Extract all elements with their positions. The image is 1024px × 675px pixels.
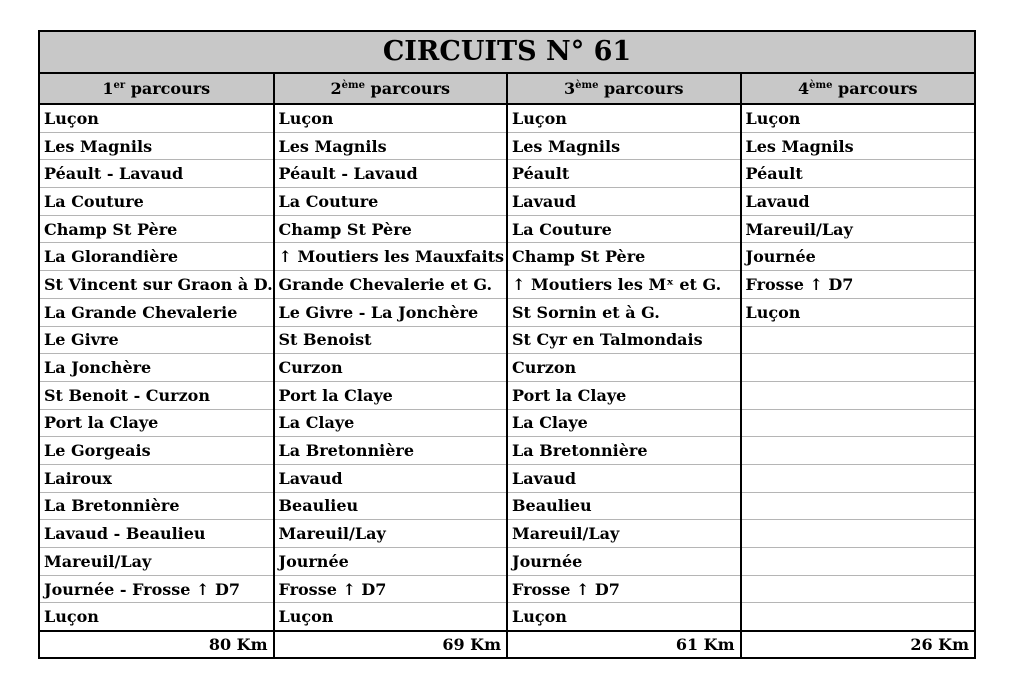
page-title: CIRCUITS N° 61: [40, 32, 974, 74]
route-stop-cell: La Bretonnière: [274, 437, 508, 465]
table-row: [40, 603, 974, 631]
table-row: [40, 464, 974, 492]
column-header-word: parcours: [838, 79, 918, 98]
route-stop-cell: [741, 326, 975, 354]
table-row: [40, 298, 974, 326]
route-stop-cell: Journée - Frosse ↑ D7: [40, 575, 274, 603]
route-stop-cell: St Cyr en Talmondais: [507, 326, 741, 354]
route-stop-cell: Mareuil/Lay: [274, 520, 508, 548]
table-row: [40, 160, 974, 188]
column-header-word: parcours: [370, 79, 450, 98]
column-header-number: 2: [330, 79, 342, 98]
route-stop-cell: Les Magnils: [741, 132, 975, 160]
table-row: [40, 243, 974, 271]
distance-total-cell: 80 Km: [40, 631, 274, 657]
route-stop-cell: La Couture: [274, 188, 508, 216]
route-stop-cell: Lairoux: [40, 464, 274, 492]
route-stop-cell: Mareuil/Lay: [40, 548, 274, 576]
table-row: [40, 437, 974, 465]
route-stop-cell: Péault: [741, 160, 975, 188]
table-row: [40, 188, 974, 216]
route-stop-cell: St Sornin et à G.: [507, 298, 741, 326]
route-stop-cell: La Couture: [40, 188, 274, 216]
route-stop-cell: Champ St Père: [507, 243, 741, 271]
route-stop-cell: St Benoist: [274, 326, 508, 354]
route-stop-cell: Les Magnils: [507, 132, 741, 160]
route-stop-cell: Frosse ↑ D7: [274, 575, 508, 603]
route-stop-cell: Le Gorgeais: [40, 437, 274, 465]
route-stop-cell: Grande Chevalerie et G.: [274, 271, 508, 299]
route-stop-cell: Luçon: [274, 603, 508, 631]
route-stop-cell: Lavaud: [507, 188, 741, 216]
route-stop-cell: [741, 520, 975, 548]
route-stop-cell: ↑ Moutiers les Mˣ et G.: [507, 271, 741, 299]
route-stop-cell: Les Magnils: [274, 132, 508, 160]
route-stop-cell: Luçon: [507, 603, 741, 631]
route-stop-cell: [741, 492, 975, 520]
route-stop-cell: [741, 381, 975, 409]
route-stop-cell: [741, 603, 975, 631]
circuits-sheet: [38, 30, 976, 659]
table-row: [40, 409, 974, 437]
route-stop-cell: Luçon: [507, 104, 741, 132]
table-row: [40, 326, 974, 354]
distance-total-cell: 69 Km: [274, 631, 508, 657]
route-stop-cell: Le Givre: [40, 326, 274, 354]
route-stop-cell: La Bretonnière: [507, 437, 741, 465]
column-header-number: 4: [798, 79, 810, 98]
route-stop-cell: Luçon: [40, 603, 274, 631]
route-stop-cell: Lavaud: [274, 464, 508, 492]
table-row: [40, 492, 974, 520]
route-stop-cell: Mareuil/Lay: [507, 520, 741, 548]
route-stop-cell: [741, 354, 975, 382]
route-stop-cell: Champ St Père: [274, 215, 508, 243]
route-stop-cell: Luçon: [274, 104, 508, 132]
route-stop-cell: Port la Claye: [507, 381, 741, 409]
header-row: [40, 74, 974, 104]
table-row: [40, 520, 974, 548]
column-header-number: 3: [564, 79, 576, 98]
route-stop-cell: ↑ Moutiers les Mauxfaits: [274, 243, 508, 271]
route-stop-cell: Luçon: [741, 298, 975, 326]
table-row: [40, 575, 974, 603]
route-stop-cell: Lavaud - Beaulieu: [40, 520, 274, 548]
route-stop-cell: [741, 548, 975, 576]
route-stop-cell: Beaulieu: [274, 492, 508, 520]
route-stop-cell: St Vincent sur Graon à D.: [40, 271, 274, 299]
table-row: [40, 381, 974, 409]
column-header-suffix: er: [113, 80, 126, 91]
route-stop-cell: Port la Claye: [274, 381, 508, 409]
route-stop-cell: Champ St Père: [40, 215, 274, 243]
table-row: [40, 271, 974, 299]
route-stop-cell: Curzon: [274, 354, 508, 382]
column-header-2: [274, 74, 508, 104]
route-stop-cell: Lavaud: [741, 188, 975, 216]
table-row: [40, 548, 974, 576]
route-stop-cell: La Claye: [507, 409, 741, 437]
route-stop-cell: Péault - Lavaud: [274, 160, 508, 188]
table-row: [40, 354, 974, 382]
route-stop-cell: La Couture: [507, 215, 741, 243]
route-stop-cell: Frosse ↑ D7: [507, 575, 741, 603]
route-stop-cell: Port la Claye: [40, 409, 274, 437]
route-stop-cell: La Glorandière: [40, 243, 274, 271]
route-stop-cell: Péault: [507, 160, 741, 188]
distance-total-cell: 26 Km: [741, 631, 975, 657]
route-stop-cell: La Grande Chevalerie: [40, 298, 274, 326]
route-stop-cell: Frosse ↑ D7: [741, 271, 975, 299]
route-stop-cell: La Bretonnière: [40, 492, 274, 520]
route-stop-cell: Luçon: [40, 104, 274, 132]
route-stop-cell: La Jonchère: [40, 354, 274, 382]
column-header-suffix: ème: [809, 80, 833, 91]
route-stop-cell: Mareuil/Lay: [741, 215, 975, 243]
route-stop-cell: Beaulieu: [507, 492, 741, 520]
route-stop-cell: Journée: [507, 548, 741, 576]
route-stop-cell: Curzon: [507, 354, 741, 382]
route-stop-cell: [741, 437, 975, 465]
table-row: [40, 132, 974, 160]
column-header-word: parcours: [604, 79, 684, 98]
table-row: [40, 104, 974, 132]
column-header-3: [507, 74, 741, 104]
route-stop-cell: Lavaud: [507, 464, 741, 492]
table-row: [40, 215, 974, 243]
route-stop-cell: Luçon: [741, 104, 975, 132]
column-header-suffix: ème: [341, 80, 365, 91]
route-stop-cell: Journée: [274, 548, 508, 576]
column-header-word: parcours: [130, 79, 211, 98]
route-stop-cell: St Benoit - Curzon: [40, 381, 274, 409]
totals-row: [40, 631, 974, 657]
distance-total-cell: 61 Km: [507, 631, 741, 657]
circuits-table: [40, 74, 974, 657]
table-body: [40, 104, 974, 657]
route-stop-cell: La Claye: [274, 409, 508, 437]
route-stop-cell: Journée: [741, 243, 975, 271]
column-header-4: [741, 74, 975, 104]
route-stop-cell: Les Magnils: [40, 132, 274, 160]
route-stop-cell: [741, 464, 975, 492]
route-stop-cell: Le Givre - La Jonchère: [274, 298, 508, 326]
route-stop-cell: [741, 409, 975, 437]
column-header-1: [40, 74, 274, 104]
column-header-suffix: ème: [575, 80, 599, 91]
route-stop-cell: [741, 575, 975, 603]
column-header-number: 1: [102, 79, 114, 98]
route-stop-cell: Péault - Lavaud: [40, 160, 274, 188]
